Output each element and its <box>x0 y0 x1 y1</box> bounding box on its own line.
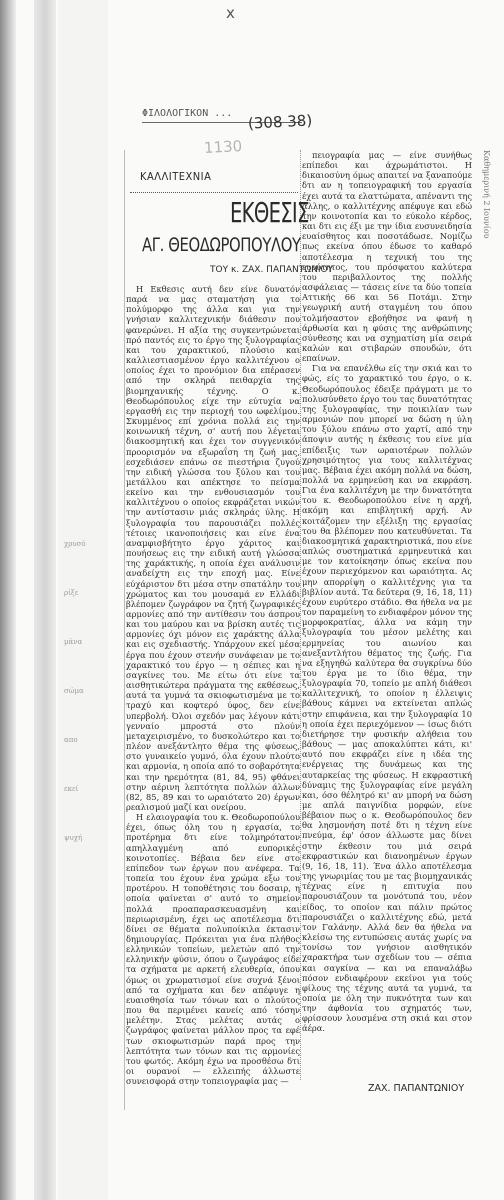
paragraph: Για να επανέλθω είς την σκιά και το φώς, είς το χαρακτικό του έργο, ο κ. Θεοδωρόπουλος έδειξε πράγματι με το πολυσύνθετο έργο του τας δυνατότητας της ξυλογραφίας, την ποικιλίαν των αρμονιών που μπορεί να δώση η ύλη του ξύλου επάνω στο χαρτί, από την άποψιν αυτής η έκθεσις του είνε μία επίδειξις των ωραιοτέρων πολλών χρησιμότητος για τους καλλιτέχνας μας. Βέβαια έχει ακόμη πολλά να δώση, πολλά να ερμηνεύση και να εκφράση. Για ένα καλλιτέχνη με την δυνατότητα του κ. Θεοδωροπούλου είνε η αρχή, ακόμη και επιβλητική αρχή. Αν κοιτάζομεν την εξέλιξη της εργασίας του θα βλέπομεν που κατευθύνεται. Τα διακοσμητικά χαρακτηριστικά, που είνε απλώς συστηματικά ερμηνευτικά και με τον κατοίκησην όπως εκείνα που έχουν περιεχόμενον και ωραιότητα. Ας μην απορρίψη ο καλλιτέχνης για τα βιβλίον αυτά. Τα δεύτερα (9, 16, 18, 11) έχουν ευρύτερο στάδιο. Θα ήθελα να με τον παραμείνη το ενδιαφέρον μόνον της μορφοκρατίας, άλλα να κάμη την ξυλογραφία του μέσον μελέτης και ερμηνείας του αιωνίου και ανεξαντλήτου θέματος της ζωής. Για να εξηγηθώ καλύτερα θα συγκρίνω δύο του έργα με το ίδιο θέμα, την ξυλογραφία 70, τοπείο με απλή διάθεσι καλλιτεχνική, το οποίον η έλλειψις βάθους κάμνει να εκτείνεται απλώς στην επιφάνεια, και την ξυλογραφία 10 η οποία έχει περιεχόμενον — ίσως διότι διετήρησε την φυσικήν αλήθεια του βάθους — μας αποκαλύπτει κάτι, κι' αυτό που εκφράζει είνε η ιδέα της ενέργειας της δυνάμεως και της αυταρκείας της φύσεως. Η εκφραστική δύναμις της ξυλογραφίας είνε μεγάλη και, όσο θέλητρό κι' αν μπορή να δώση με απλά παιγνίδια μορφών, είνε βέβαιον πως ο κ. Θεοδωρόπουλος δεν θα λησμονήση ποτέ δτι η τέχνη είνε πνεύμα, έφ' όσον άλλωστε μας δίνει στην έκθεσιν του μιά σειρά εκφραστικών και διανοημένων έργων (9, 16, 18, 11). Ένα άλλο αποτέλεσμα της γνωριμίας του με τας βιομηχανικάς τέχνας είνε η επιτυχία που παρουσιάζουν τα μονότυπά του, νέον είδος, το οποίον και πάλιν πρώτος παρουσιάζει ο καλλιτέχνης εδώ, μετά τον Γαλάνην. Αλλά δεν θα ήθελα να κλείσω της εντυπώσεις αυτάς χωρίς να τονίσω τον γνήσιον αισθητικόν χαρακτήρα των σχεδίων του — σέπια και σαγκίνα — και να επαναλάβω πόσον ενδιαφέρουν εκείνοι για τούς φίλους της τέχνης αυτά τα γυμνά, τα οποία με όλη την πυκνότητα των και την άφθονία του σχηματός των, φρίσσουν λουσμένα στη σκιά και στον άέρα. <box>302 363 472 1034</box>
paragraph: πειογραφία μας — είνε συνήθως επίπεδοι και άχρωμάτιστοι. Η δικαιοσύνη όμως απαιτεί να ξαναπούμε δτι αν η τοπειογραφική του εργασία έχει αυτά τα ελαττώματα, απέναντι της άλλης, ο καλλιτέχνης απέφυγε και εδώ την κοινοτοπία και το εύκολο κέρδος, και δτι εις έξι με την ίδια ευσυνειδησία ευαίσθητος και ποσοτάδωσε. Νομίζω πως εκείνα όπου έδωσε το καθαρό αποτέλεσμα η τεχνική του της ευρύτητος, του πρόσφατου καλύτερα του περιβαλλοντος της πολλής ασφάλειας — τάσεις είνε τα δύο τοπεία Αττικής 66 και 56 Ποτάμι. Στην γεωγρική αυτή σταγμένη του όπου τολμήσαστον εβοήθησε να φανή η άρθωσία και η φύσις της ανθρώπινης σύνθεσης και να σχηματίση μία σειρά καλών και στιβαρών σπουδών, ότι επαίνων. <box>302 150 472 364</box>
faint-number: 1130 <box>203 137 243 157</box>
left-note-1: ρίξε <box>64 589 79 597</box>
article-column-2 <box>302 150 472 1034</box>
article-column-1 <box>126 284 300 1086</box>
scan-edge <box>0 0 16 1200</box>
section-kicker: ΚΑΛΛΙΤΕΧΝΙΑ <box>140 170 212 183</box>
left-margin-notes <box>58 0 108 1200</box>
left-note-6: ψυχή <box>64 834 83 842</box>
left-note-5: εκεί <box>64 785 79 793</box>
paragraph: Η ελαιογραφία του κ. Θεοδωροπούλου έχει, όπως όλη του η εργασία, το προτέρημα δτι είνε τολμηρότατον απηλλαγμένη από ευπορικές κοινοτοπίες. Βέβαια δεν είνε στο επίπεδον των έργων που ανέφερα. Τα τοπεία του έχουν ένα χρώμα εξω του προτέρου. Η τοποθέτησις του δοσαιρ, η οποία φαίνεται σ' αυτό το σημείον πολλά προαπαρασκευασμένη και περιωρισμένη, έχει ως αποτέλεσμα δτι δίνει σε θέματα πολυποίκιλα έκτασιν δημιουργίας. Πρόκειται για ένα πλήθος ελληνικών τοπείων, μελετών από την ελληνικήν φύσιν, όπου ο ζωγράφος είδε τα σχήματα με αρκετή ελευθερία, όπου όμως οι χρωματισμοί είνε συχνά ξένοι από τα σχήματα και δεν απέφυγε η ευαισθησία των τόνων και ο πλούτος που θα περιμένει κανείς από τόσην μελέτην. Στας μελέτας αυτάς ο ζωγράφος φαίνεται μάλλον προς τα εφέ των σκιοφωτισμών παρά προς την λεπτότητα των τόνων και τις αρμονίες του φωτός. Ακόμη έχω να προσθέσω δτι οι ουρανοί — ελλειπής άλλωστε συνεισφορά στην τοπειογραφία μας — <box>126 812 300 1087</box>
newspaper-stamp: ΦΙΛΟΛΟΓΙΚΟΝ ... <box>142 108 233 119</box>
article-byline: ΤΟΥ κ. ΖΑΧ. ΠΑΠΑΝΤΩΝΙΟΥ <box>210 265 334 275</box>
author-signature: ΖΑΧ. ΠΑΠΑΝΤΩΝΙΟΥ <box>368 1083 465 1094</box>
article-title: ΕΚΘΕΣΙΣ <box>230 196 309 229</box>
left-note-2: μάνα <box>64 638 83 646</box>
kicker-rule <box>130 192 298 193</box>
article-subtitle: ΑΓ. ΘΕΟΔΩΡΟΠΟΥΛΟΥ <box>142 234 301 256</box>
pen-mark: x <box>226 4 235 22</box>
left-column-rule <box>124 150 125 1110</box>
handwritten-number: (308 38) <box>247 111 313 133</box>
right-margin-note <box>474 150 504 650</box>
paper-fold <box>34 0 56 1200</box>
left-note-0: χρυσό <box>64 540 86 548</box>
paragraph: Η Εκθεσις αυτή δεν είνε δυνατόν παρά να μας σταματήση για το πολύμορφο της άλλα και για την γνήσιαν καλλιτεχνικήν διάθεσιν που φανερώνει. Η αξία της συγκεντρώνεται πρό παντός εις το έργο της ξυλογραφίας και του χαρακτικού, πλούσιο και καλλιεστιασμένον έργο καλλιτέχνου ο οποίος έχει το προνόμιον δια επέρασεν από την σκληρά πειθαρχία της βιομηχανικής τέχνης. Ο κ. Θεοδωρόπουλος είχε την εύτυχία να εργασθή εις την περιοχή του ωφελίμου. Σκυμμένος επί χρόνια πολλά εις την κοινωνική τέχνη, σ' αυτή που λέγεται διακοσμητική και έχει τον συγγενικόν προορισμόν να εξωραΐση τη ζωή μας, εσχεδιάσεν επάνω σε πιεστήρια ζυγού την ειδική γλώσσα του ξύλου και του μετάλλου και απέκτησε το πείσμα εκείνο και την ενθουσιασμόν του καλλιτέχνου ο οποίος εκφράζεται νικών την αντίστασιν μιάς σκληράς ύλης. Η ξυλογραφία του παρουσιάζει πολλές τέτοιες ικανοποιήσεις και είνε ένα αναμφισβήτητο έργο χάριτος και πουήσεως εις την ειδική αυτή γλώσσα της χαράκτικής, η οποία έχει ανάλυσιν αναδείχτη εις την εποχή μας. Είνε εύχάριστον δτι μέσα στην σπατάλην του χρώματος και του μουσαμά εν Ελλάδι βλέπομεν ζωγράφον να ζητή ζωγραφικές αρμονίες από την αντίθεσιν του άσπρου και του μαύρου και να βρίσκη αυτές τις αρμονίες όχι μόνον εις χαράκτης άλλα και εις σχεδιαστής. Υπάρχουν εκεί μέσα έργα που έχουν στενήν συνάφειαν με το χαρακτικό του έργο — η σέπιες και η σαγκίνες του. Με είτω ότι είνε τα αισθητικώτερα πράγματα της εκθέσεως, αυτά τα γυμνά τα σκιοφωτισμένα με το τραχύ και κοφτερό ύφος, δεν είνε υπερβολή. Όλοι σχεδόν μας λέγουν κάτι γενναίο μπροστά στο πλούν μεταχειρισμένο, το δυσκολώτερο και το πλέον ανεξάντλητο θέμα της φύσεως, στο γυναικείο γυμνό, όλα έχουν πλούτο και αρμονία, η οποία από το σοβαρότητα και την ηρεμότητα (81, 84, 95) φθάνει στην αέρινη λεπτότητα πολλών άλλων (82, 85, 89 και το ωραιότατο 20) έργων ρεαλισμού μαζί και ονείρου. <box>126 284 300 812</box>
left-note-3: σώμα <box>64 687 84 695</box>
right-note-text: Καθημερινή 2 Ιουνίου <box>482 150 491 239</box>
left-note-4: απο <box>64 736 78 744</box>
column-divider <box>300 150 301 1080</box>
